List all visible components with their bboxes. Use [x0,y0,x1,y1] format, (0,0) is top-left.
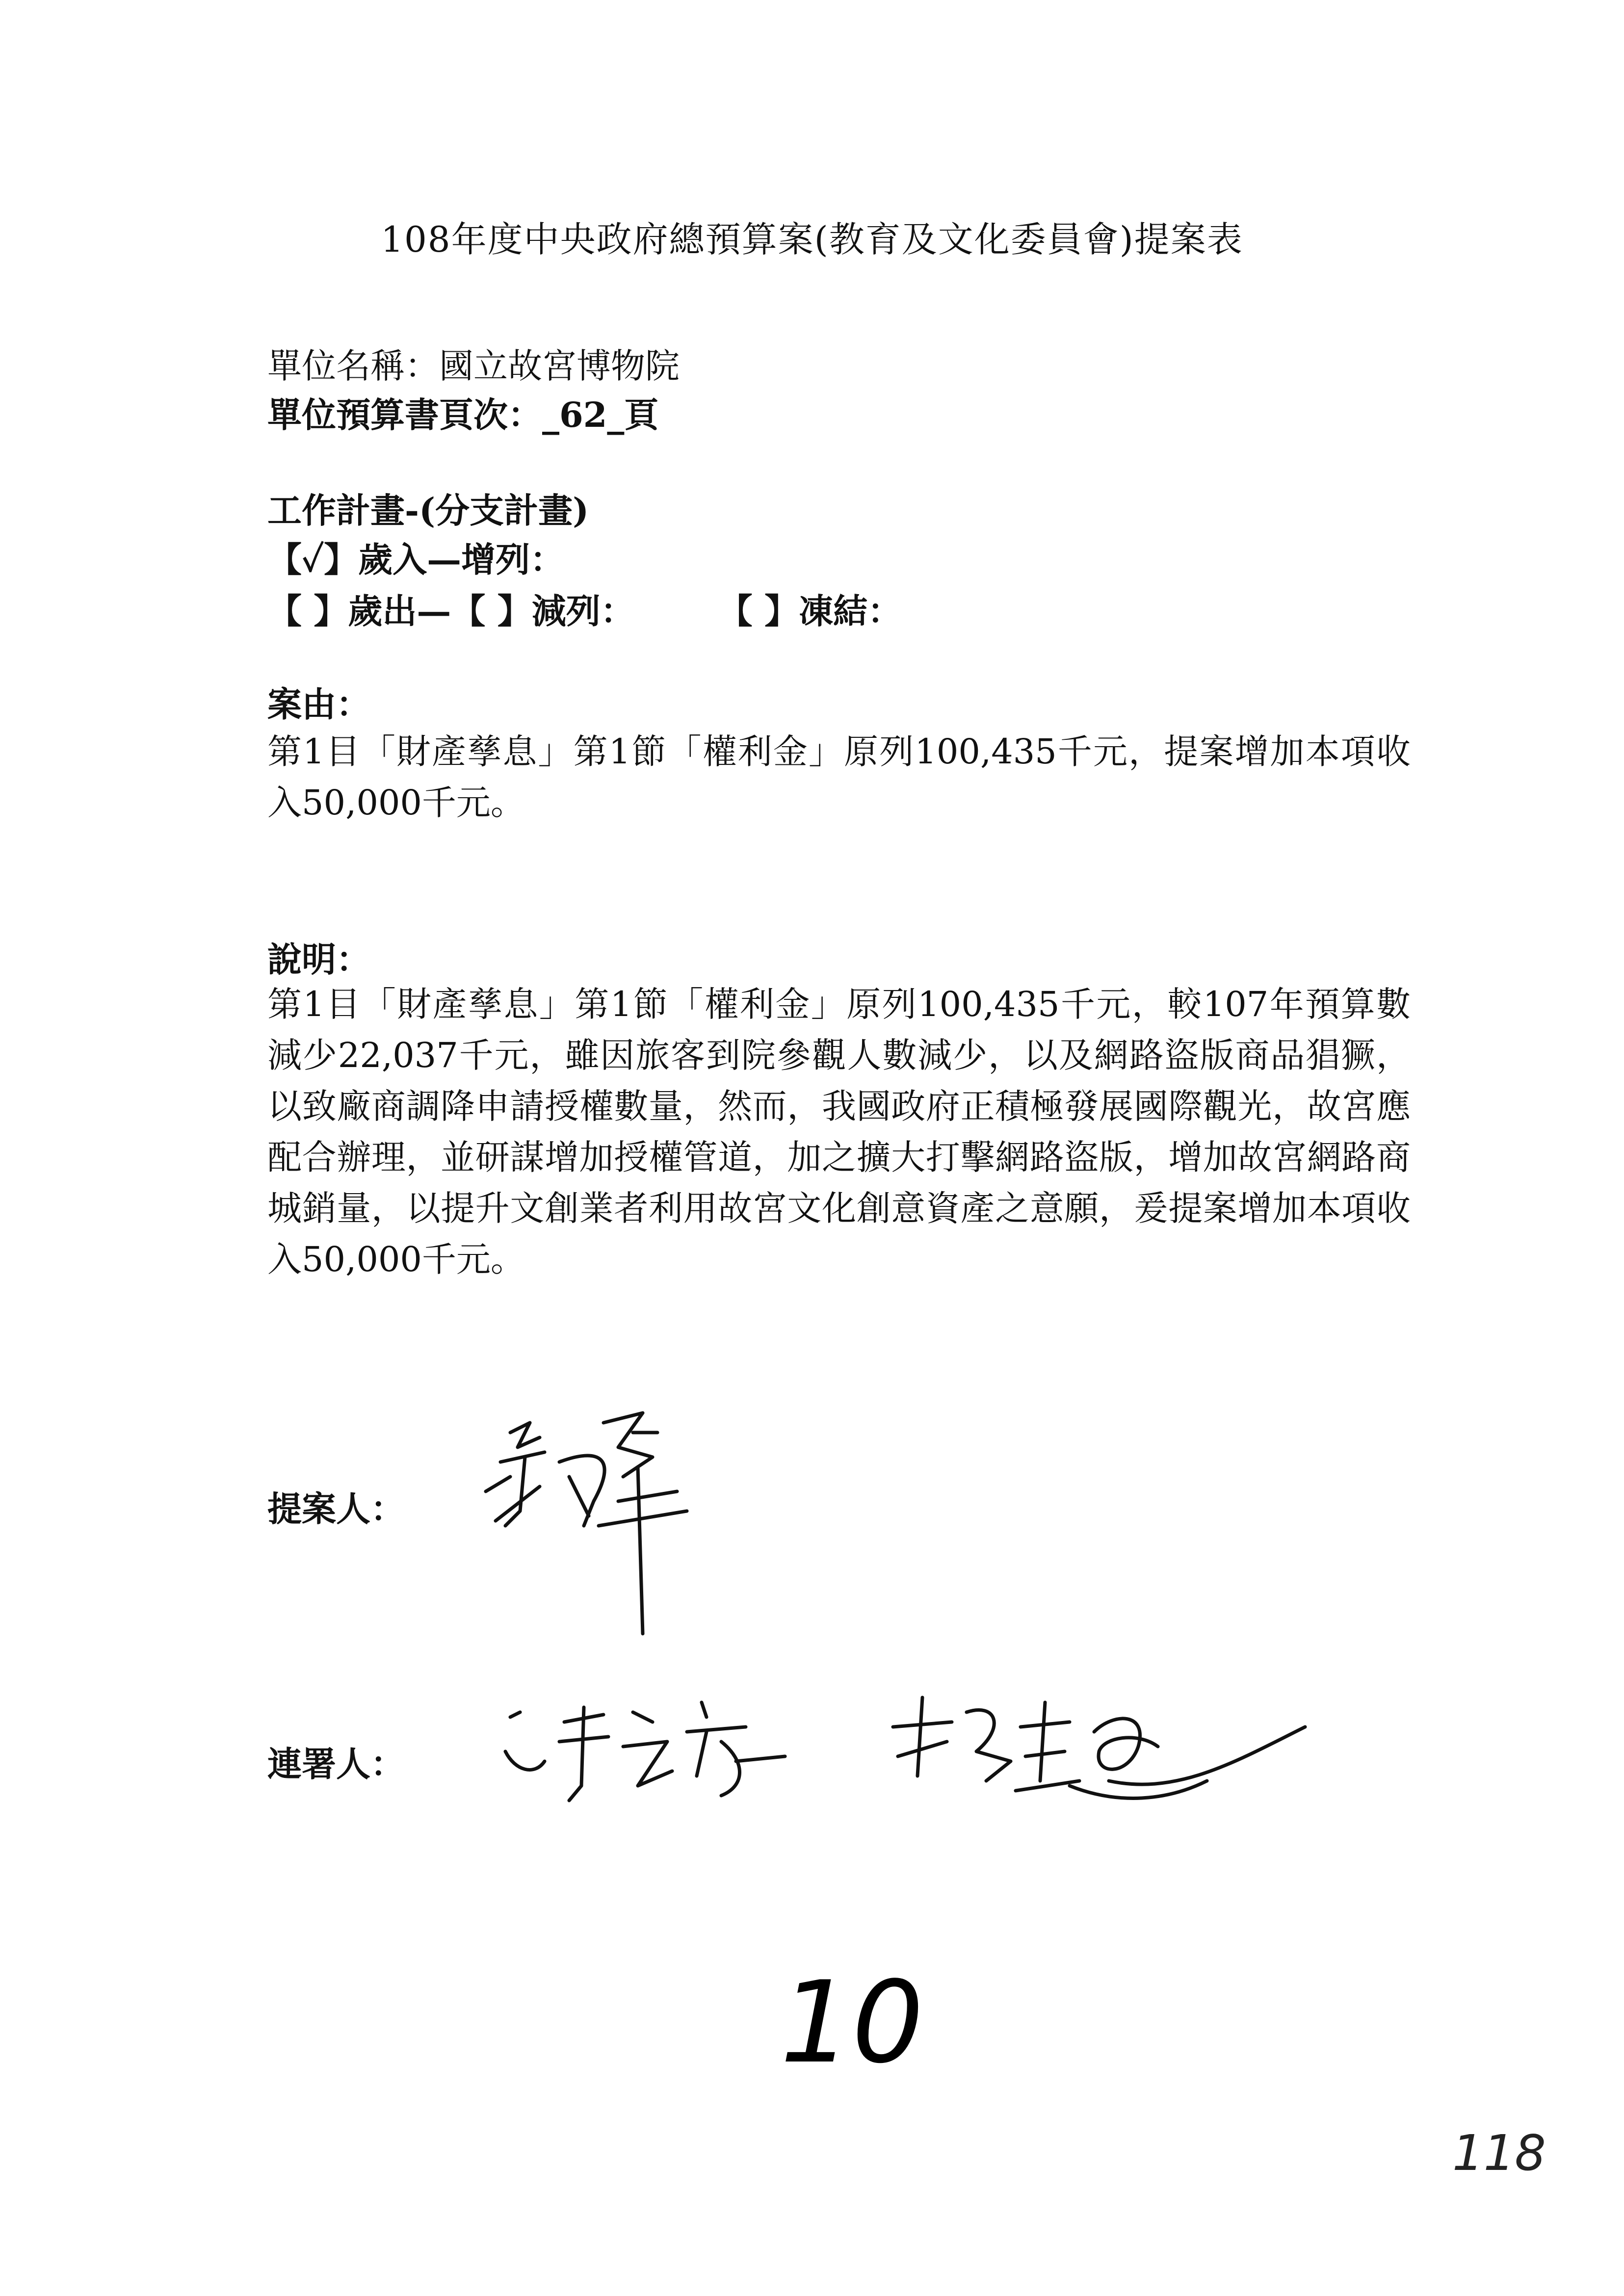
handwritten-sheet-number: 118 [1452,2124,1546,2182]
work-plan: 工作計畫-(分支計畫) [267,490,589,531]
unit-name: 單位名稱：國立故宮博物院 [267,346,680,386]
explanation-heading: 說明： [267,939,370,980]
revenue-line: 【✓】歲入—增列： [267,539,565,580]
freeze-line: 【 】凍結： [718,591,902,631]
budget-page: 單位預算書頁次：_62_頁 [267,394,659,435]
reason-text: 第1目「財產孳息」第1節「權利金」原列100,435千元，提案增加本項收入50,000千元。 [267,731,1411,823]
expenditure-line: 【 】歲出—【 】減列： [267,591,635,631]
handwritten-page-number: 10 [780,1957,924,2088]
cosigner-signature-1 [491,1688,864,1815]
cosigner-signature-2 [883,1683,1325,1820]
proposer-signature [471,1403,775,1658]
cosigner-label: 連署人： [267,1744,405,1784]
reason-heading: 案由： [267,684,370,725]
explanation-text: 第1目「財產孳息」第1節「權利金」原列100,435千元，較107年預算數減少22,037千元，雖因旅客到院參觀人數減少，以及網路盜版商品猖獗，以致廠商調降申請授權數量，然而，我國政府正積極發展國際觀光，故宮應配合辦理，並研謀增加授權管道，加之擴大打擊網路盜版，增加故宮網路商城銷量，以提升文創業者利用故宮文化創意資產之意願，爰提案增加本項收入50,000千元。 [267,984,1411,1279]
budget-action-row [267,584,902,633]
proposer-label: 提案人： [267,1488,405,1529]
document-title: 108年度中央政府總預算案(教育及文化委員會)提案表 [381,219,1243,260]
